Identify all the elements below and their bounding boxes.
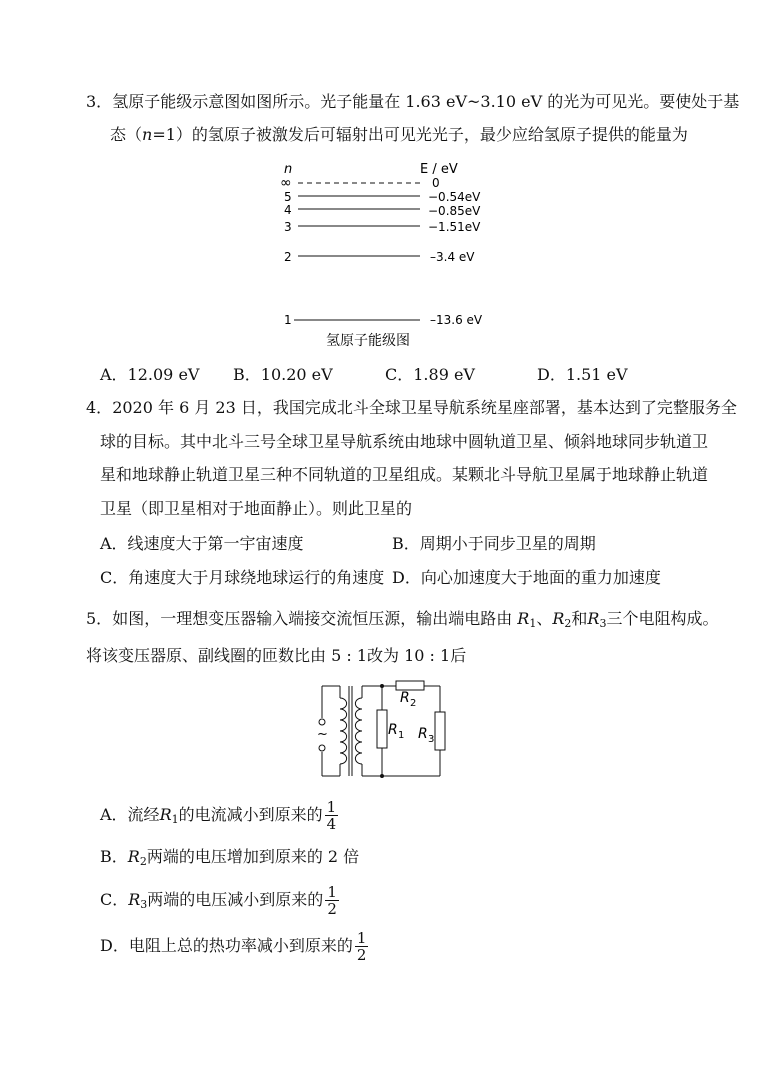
- q4-line4: 卫星（即卫星相对于地面静止）。则此卫星的: [100, 499, 413, 518]
- q3-option-a: A．12.09 eV: [100, 365, 200, 384]
- q4-text1: 2020 年 6 月 23 日，我国完成北斗全球卫星导航系统星座部署，基本达到了完整服务全: [112, 398, 737, 417]
- ac-source-symbol: ~: [317, 727, 328, 742]
- q3-text2a: 态（: [110, 125, 143, 144]
- resistor-r1: [377, 710, 387, 748]
- r3-sub: 3: [428, 734, 435, 745]
- r2-label: R: [400, 690, 410, 706]
- q5-b-pre: B．: [100, 847, 128, 866]
- q5-c-fraction: [325, 884, 339, 917]
- source-terminal-top: [319, 719, 325, 725]
- level-1-n: 1: [284, 313, 292, 327]
- q5-line1: [86, 608, 718, 635]
- q5-text1a: 如图，一理想变压器输入端接交流恒压源，输出端电路由: [112, 609, 513, 628]
- q3-number: 3．: [86, 92, 113, 111]
- q5-number: 5．: [86, 609, 113, 628]
- q4-option-c: C．角速度大于月球绕地球运行的角速度: [100, 568, 385, 587]
- q4-line2: 球的目标。其中北斗三号全球卫星导航系统由地球中圆轨道卫星、倾斜地球同步轨道卫: [100, 432, 709, 451]
- q4-option-a: A．线速度大于第一宇宙速度: [100, 534, 304, 553]
- level-3-e: −1.51eV: [428, 220, 481, 234]
- q5-option-a: [100, 797, 338, 838]
- q5-c-pre: C．: [100, 890, 129, 909]
- q5-b-r: R: [127, 847, 140, 866]
- e-axis-label: E / eV: [420, 162, 458, 177]
- q5-c-r: R: [128, 890, 141, 909]
- q4-line3: 星和地球静止轨道卫星三种不同轨道的卫星组成。某颗北斗导航卫星属于地球静止轨道: [100, 465, 709, 484]
- q5-a-sub: 1: [171, 813, 179, 826]
- q3-line1: [86, 91, 739, 113]
- q5-r3-sub: 3: [599, 617, 607, 630]
- q5-r3-symbol: R: [587, 609, 600, 628]
- r2-sub: 2: [410, 698, 417, 709]
- q3-text2b: =1）的氢原子被激发后可辐射出可见光光子，最少应给氢原子提供的能量为: [152, 125, 688, 144]
- q5-d-den: 2: [356, 946, 367, 964]
- q5-line2: 将该变压器原、副线圈的匝数比由 5 : 1改为 10 : 1后: [86, 646, 467, 665]
- q3-n-var: n: [142, 125, 153, 144]
- q4-line1: [86, 397, 737, 419]
- q3-text1: 氢原子能级示意图如图所示。光子能量在 1.63 eV~3.10 eV 的光为可见光。要使处于基: [112, 92, 740, 111]
- q5-d-fraction: [355, 930, 369, 963]
- q4-number: 4．: [86, 398, 113, 417]
- q5-and: 和: [571, 609, 588, 628]
- q3-line2: [110, 124, 688, 146]
- q5-a-pre: A．流经: [100, 805, 160, 824]
- level-inf-e: 0: [432, 176, 440, 190]
- q5-c-num: 1: [327, 883, 337, 901]
- q3-option-c: C．1.89 eV: [385, 365, 475, 384]
- q5-r1-sub: 1: [529, 617, 537, 630]
- resistor-r2: [396, 681, 424, 690]
- resistor-r3: [435, 712, 445, 750]
- level-2-n: 2: [284, 250, 292, 264]
- q5-r1-symbol: R: [517, 609, 530, 628]
- q5-a-num: 1: [326, 798, 337, 816]
- level-2-e: –3.4 eV: [430, 250, 475, 264]
- q5-a-fraction: [325, 799, 339, 832]
- q5-d-num: 1: [356, 929, 367, 947]
- q5-r2-sub: 2: [564, 617, 572, 630]
- source-terminal-bottom: [319, 745, 325, 751]
- level-5-e: −0.54eV: [428, 190, 481, 204]
- q5-a-r: R: [159, 805, 172, 824]
- q4-option-b: B．周期小于同步卫星的周期: [392, 534, 596, 553]
- primary-coil: [340, 698, 347, 764]
- n-axis-label: n: [284, 162, 293, 177]
- q5-a-den: 4: [326, 815, 337, 833]
- r1-sub: 1: [398, 730, 405, 741]
- level-1-e: –13.6 eV: [430, 313, 483, 327]
- q5-d-pre: D．电阻上总的热功率减小到原来的: [100, 936, 353, 955]
- level-4-n: 4: [284, 203, 292, 217]
- q5-sep: 、: [536, 609, 553, 628]
- energy-level-diagram: [270, 155, 500, 355]
- q5-r2-symbol: R: [552, 609, 565, 628]
- q4-option-d: D．向心加速度大于地面的重力加速度: [392, 568, 661, 587]
- secondary-coil: [355, 698, 362, 764]
- q5-option-d: [100, 928, 368, 964]
- q5-c-den: 2: [327, 900, 337, 918]
- r1-label: R: [388, 722, 398, 738]
- q5-b-sub: 2: [139, 855, 147, 868]
- level-4-e: −0.85eV: [428, 204, 481, 218]
- q5-option-c: [100, 882, 339, 923]
- q5-option-b: [100, 846, 359, 873]
- q3-option-d: D．1.51 eV: [537, 365, 628, 384]
- level-5-n: 5: [284, 190, 292, 204]
- r3-label: R: [418, 726, 428, 742]
- diagram-caption: 氢原子能级图: [326, 333, 410, 349]
- level-3-n: 3: [284, 220, 292, 234]
- q3-option-b: B．10.20 eV: [233, 365, 333, 384]
- q5-b-post: 两端的电压增加到原来的 2 倍: [146, 847, 360, 866]
- q5-text1b: 三个电阻构成。: [606, 609, 719, 628]
- level-inf-n: ∞: [280, 175, 292, 191]
- transformer-circuit: [312, 676, 452, 780]
- q5-c-sub: 3: [140, 898, 148, 911]
- q5-c-post: 两端的电压减小到原来的: [147, 890, 324, 909]
- q5-a-post: 的电流减小到原来的: [178, 805, 323, 824]
